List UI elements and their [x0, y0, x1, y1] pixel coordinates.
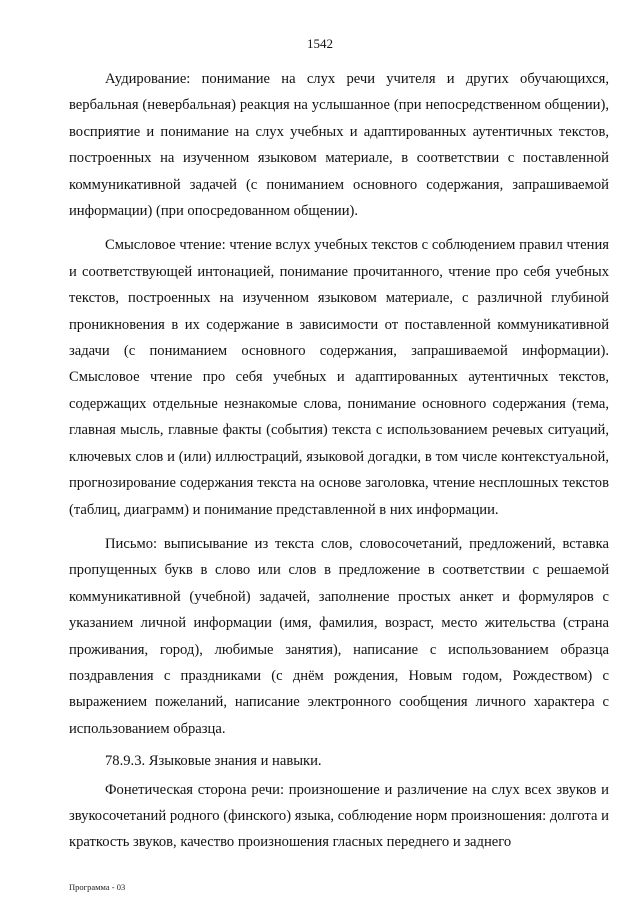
- paragraph-phonetics: Фонетическая сторона речи: произношение и различение на слух всех звуков и звукосочетаний родного (финского) языка, соблюдение норм произношения: долгота и краткость звуков, качество произношения гласных переднего и заднего: [69, 781, 609, 851]
- document-body: [69, 66, 609, 856]
- paragraph-reading: Смысловое чтение: чтение вслух учебных текстов с соблюдением правил чтения и соответствующей интонацией, понимание прочитанного, чтение про себя учебных текстов, построенных на изученном языковом материале, с различной глубиной проникновения в их содержание в зависимости от поставленной коммуникативной задачи (с пониманием основного содержания, запрашиваемой информации). Смысловое чтение про себя учебных и адаптированных аутентичных текстов, содержащих отдельные незнакомые слова, понимание основного содержания (тема, главная мысль, главные факты (события) текста с использованием речевых ситуаций, ключевых слов и (или) иллюстраций, языковой догадки, в том числе контекстуальной, прогнозирование содержания текста на основе заголовка, чтение несплошных текстов (таблиц, диаграмм) и понимание представленной в них информации.: [69, 237, 609, 518]
- paragraph-writing: Письмо: выписывание из текста слов, словосочетаний, предложений, вставка пропущенных букв в слово или слов в предложение в соответствии с решаемой коммуникативной (учебной) задачей, заполнение простых анкет и формуляров с указанием личной информации (имя, фамилия, возраст, место жительства (страна проживания, город), любимые занятия), написание с использованием образца поздравления с праздниками (с днём рождения, Новым годом, Рождеством) с выражением пожеланий, написание электронного сообщения личного характера с использованием образца.: [69, 535, 609, 737]
- page-footer: Программа - 03: [69, 882, 126, 892]
- paragraph-listening: Аудирование: понимание на слух речи учителя и других обучающихся, вербальная (невербальная) реакция на услышанное (при непосредственном общении), восприятие и понимание на слух учебных и адаптированных аутентичных текстов, построенных на изученном языковом материале, в соответствии с поставленной коммуникативной задачей (с пониманием основного содержания, запрашиваемой информации) (при опосредованном общении).: [69, 71, 609, 220]
- section-heading: 78.9.3. Языковые знания и навыки.: [105, 753, 322, 770]
- page-number: 1542: [307, 36, 333, 51]
